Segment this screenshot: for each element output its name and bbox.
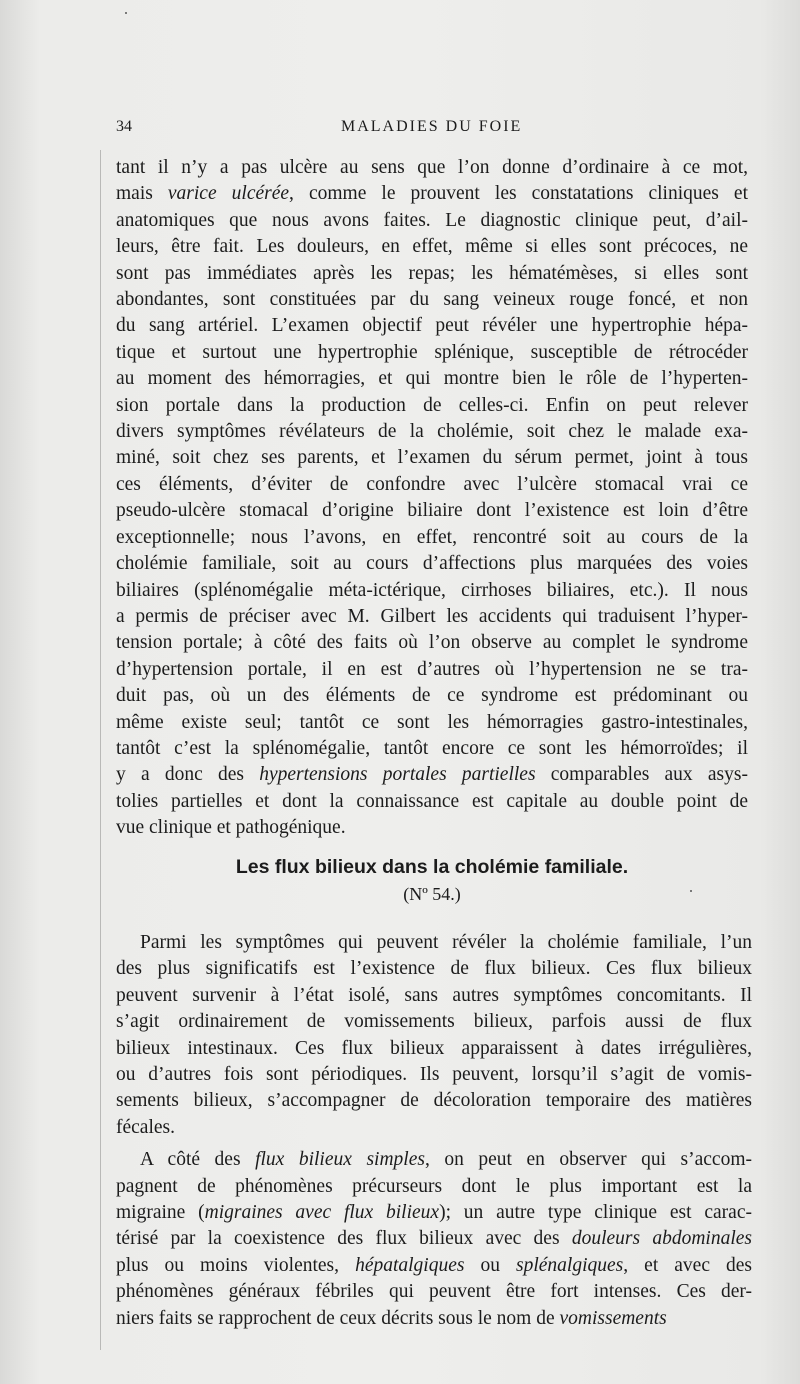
text-segment: divers symptômes révélateurs de la cholémie, soit chez le malade exa- (116, 421, 748, 443)
text-segment: abondantes, sont constituées par du sang veineux rouge foncé, et non (116, 289, 748, 311)
text-segment: tolies partielles et dont la connaissance est capitale au double point de (116, 790, 748, 812)
text-line (116, 472, 748, 498)
text-line (116, 1088, 752, 1114)
text-line (116, 1062, 752, 1088)
text-segment: ou (464, 1254, 517, 1276)
text-line (116, 1115, 752, 1141)
text-line (116, 313, 748, 339)
text-segment: , et avec des (623, 1254, 752, 1276)
text-segment: pseudo-ulcère stomacal d’origine biliaire dont l’existence est loin d’être (116, 500, 748, 522)
text-line (116, 1226, 752, 1252)
italic-text: splénalgiques (516, 1254, 624, 1276)
speck-mark (125, 12, 127, 14)
text-segment: ); un autre type clinique est carac- (439, 1202, 752, 1224)
text-segment: térisé par la coexistence des flux bilieux avec des (116, 1228, 572, 1250)
text-segment: tantôt c’est la splénomégalie, tantôt encore ce sont les hémorroïdes; il (116, 737, 748, 759)
section-title: Les flux bilieux dans la cholémie familiale. (235, 856, 629, 878)
text-segment: tant il n’y a pas ulcère au sens que l’on donne d’ordinaire à ce mot, (116, 157, 748, 178)
text-line (116, 234, 748, 260)
text-line (116, 181, 748, 207)
text-segment: biliaires (splénomégalie méta-ictérique, cirrhoses biliaires, etc.). Il nous (116, 579, 748, 601)
text-segment: vue clinique et pathogénique. (116, 817, 346, 839)
text-line (116, 498, 748, 524)
text-segment: même existe seul; tantôt ce sont les hémorragies gastro-intestinales, (116, 711, 748, 733)
text-line (116, 604, 748, 630)
text-line (116, 630, 748, 656)
text-segment: tique et surtout une hypertrophie splénique, susceptible de rétrocéder (116, 341, 748, 363)
italic-text: flux bilieux simples (255, 1149, 425, 1171)
text-line (116, 525, 748, 551)
text-line (116, 551, 748, 577)
text-line (116, 1036, 752, 1062)
text-segment: cholémie familiale, soit au cours d’affections plus marquées des voies (116, 553, 748, 575)
text-line (116, 683, 748, 709)
text-segment: des plus significatifs est l’existence de flux bilieux. Ces flux bilieux (116, 958, 752, 980)
text-segment: s’agit ordinairement de vomissements bilieux, parfois aussi de flux (116, 1011, 752, 1033)
text-line (116, 1253, 752, 1279)
italic-text: hépatalgiques (355, 1254, 465, 1276)
text-segment: mais (116, 183, 168, 205)
text-line (116, 1174, 752, 1200)
text-segment: peuvent survenir à l’état isolé, sans autres symptômes concomitants. Il (116, 984, 752, 1006)
text-segment: phénomènes généraux fébriles qui peuvent être fort intenses. Ces der- (116, 1281, 752, 1303)
text-segment: exceptionnelle; nous l’avons, en effet, rencontré soit au cours de la (116, 526, 748, 548)
text-segment: anatomiques que nous avons faites. Le diagnostic clinique peut, d’ail- (116, 209, 748, 231)
text-segment: a permis de préciser avec M. Gilbert les accidents qui traduisent l’hyper- (116, 605, 748, 627)
section-reference: (Nº 54.) (403, 884, 461, 904)
text-segment: miné, soit chez ses parents, et l’examen du sérum permet, joint à tous (116, 447, 748, 469)
text-segment: pagnent de phénomènes précurseurs dont le plus important est la (116, 1175, 752, 1197)
text-segment: bilieux intestinaux. Ces flux bilieux apparaissent à dates irrégulières, (116, 1037, 752, 1059)
text-line (116, 762, 748, 788)
text-segment: du sang artériel. L’examen objectif peut révéler une hypertrophie hépa- (116, 315, 748, 337)
text-line (116, 956, 752, 982)
text-line (116, 710, 748, 736)
running-title: MALADIES DU FOIE (341, 118, 523, 135)
text-line (116, 657, 748, 683)
text-line (116, 1147, 752, 1173)
text-line (116, 393, 748, 419)
italic-text: varice ulcérée (167, 183, 290, 205)
text-segment: sements bilieux, s’accompagner de décoloration temporaire des matières (116, 1090, 752, 1112)
text-segment: sion portale dans la production de celles-ci. Enfin on peut relever (116, 394, 748, 416)
text-line (116, 445, 748, 471)
text-line (116, 1306, 752, 1332)
text-line (116, 261, 748, 287)
italic-text: vomissements (559, 1307, 667, 1329)
text-segment: leurs, être fait. Les douleurs, en effet, même si elles sont précoces, ne (116, 236, 748, 258)
text-segment: sont pas immédiates après les repas; les hématémèses, si elles sont (116, 262, 748, 284)
text-segment: A côté des (140, 1149, 256, 1171)
text-segment: migraine ( (116, 1202, 205, 1224)
section-body (116, 930, 752, 1332)
text-segment: comparables aux asys- (535, 764, 748, 786)
page-margin-line (100, 150, 101, 1350)
page-header (116, 118, 546, 140)
text-line (116, 983, 752, 1009)
text-segment: ces éléments, d’éviter de confondre avec l’ulcère stomacal vrai ce (116, 473, 748, 495)
text-segment: au moment des hémorragies, et qui montre bien le rôle de l’hyperten- (116, 368, 748, 390)
paragraph-flux-bilieux (116, 930, 752, 1141)
text-line (116, 419, 748, 445)
paragraph-flux-simples (116, 1147, 752, 1332)
text-line (116, 340, 748, 366)
text-segment: y a donc des (116, 764, 260, 786)
text-line (116, 930, 752, 956)
text-segment: d’hypertension portale, il en est d’autres où l’hypertension ne se tra- (116, 658, 748, 680)
italic-text: hypertensions portales partielles (259, 764, 536, 786)
text-line (116, 736, 748, 762)
text-line (116, 1200, 752, 1226)
speck-mark (690, 890, 692, 892)
text-segment: , comme le prouvent les constatations cliniques et (289, 183, 748, 205)
text-line (116, 155, 748, 181)
text-line (116, 366, 748, 392)
text-segment: plus ou moins violentes, (116, 1254, 356, 1276)
text-segment: tension portale; à côté des faits où l’on observe au complet le syndrome (116, 632, 748, 654)
text-line (116, 1279, 752, 1305)
text-line (116, 208, 748, 234)
text-segment: niers faits se rapprochent de ceux décrits sous le nom de (116, 1307, 560, 1329)
text-segment: Parmi les symptômes qui peuvent révéler la cholémie familiale, l’un (140, 932, 752, 953)
italic-text: douleurs abdominales (571, 1228, 752, 1250)
italic-text: migraines avec flux bilieux (204, 1202, 440, 1224)
text-segment: , on peut en observer qui s’accom- (424, 1149, 752, 1171)
text-segment: duit pas, où un des éléments de ce syndrome est prédominant ou (116, 685, 748, 707)
text-segment: ou d’autres fois sont périodiques. Ils peuvent, lorsqu’il s’agit de vomis- (116, 1064, 752, 1086)
text-line (116, 815, 748, 841)
text-line (116, 578, 748, 604)
page-number: 34 (116, 118, 132, 135)
text-line (116, 1009, 752, 1035)
text-segment: fécales. (116, 1116, 175, 1138)
paragraph-varice (116, 155, 748, 842)
text-line (116, 789, 748, 815)
text-line (116, 287, 748, 313)
